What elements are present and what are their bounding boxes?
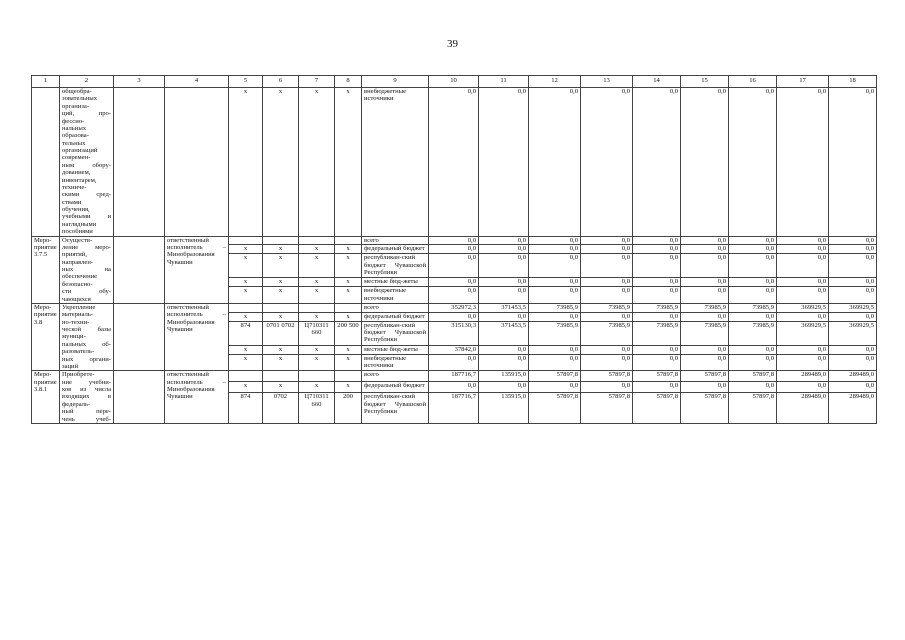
cell-amount: 57897,8 — [633, 393, 681, 424]
cell-measure-name — [60, 371, 114, 424]
cell-amount: 369929,5 — [829, 303, 877, 312]
cell-amount: 73985,9 — [681, 321, 729, 345]
table-row — [32, 371, 877, 382]
cell-grbs: x — [229, 88, 263, 237]
cell-funding-source: всего — [362, 236, 429, 245]
cell-amount: 0,0 — [479, 312, 529, 321]
text-line: ных органи- — [62, 355, 111, 363]
cell-amount: 0,0 — [681, 312, 729, 321]
text-line: современ- — [62, 154, 91, 162]
cell-target-article: x — [299, 354, 335, 371]
cell-grbs: x — [229, 245, 263, 254]
cell-amount: 289489,0 — [829, 393, 877, 424]
header-cell: 2 — [60, 76, 114, 88]
text-line: общеобра- — [62, 88, 92, 95]
cell-expense-type: x — [335, 354, 362, 371]
header-cell: 4 — [165, 76, 229, 88]
cell-amount: 315130,3 — [429, 321, 479, 345]
cell-amount: 0,0 — [479, 254, 529, 278]
cell-amount: 187716,7 — [429, 393, 479, 424]
cell-amount: 135915,0 — [479, 371, 529, 382]
cell-amount: 289489,0 — [777, 393, 829, 424]
cell-amount: 0,0 — [681, 287, 729, 304]
cell-amount: 0,0 — [829, 287, 877, 304]
text-line: тельных — [62, 139, 86, 147]
cell-amount: 0,0 — [777, 382, 829, 393]
cell-section: x — [263, 312, 299, 321]
cell-amount: 0,0 — [633, 382, 681, 393]
header-cell: 14 — [633, 76, 681, 88]
cell-target-article: Ц710311 660 — [299, 393, 335, 424]
text-line: материаль- — [62, 311, 93, 319]
cell-amount: 37842,0 — [429, 345, 479, 354]
cell-amount: 289489,0 — [777, 371, 829, 382]
text-line: образова- — [62, 132, 89, 140]
cell-grbs: x — [229, 354, 263, 371]
cell-expense-type: x — [335, 312, 362, 321]
cell-amount: 73985,9 — [633, 303, 681, 312]
cell-code: Меро-приятие 3.8.1 — [32, 371, 60, 424]
cell-amount: 0,0 — [581, 88, 633, 237]
cell-section: x — [263, 278, 299, 287]
header-cell: 13 — [581, 76, 633, 88]
cell-amount: 0,0 — [429, 245, 479, 254]
header-cell: 18 — [829, 76, 877, 88]
table-row — [32, 303, 877, 312]
cell-amount: 0,0 — [429, 278, 479, 287]
cell-section: x — [263, 345, 299, 354]
header-cell: 1 — [32, 76, 60, 88]
text-line: обучения, — [62, 206, 90, 213]
cell-target-article — [299, 236, 335, 245]
cell-amount: 0,0 — [581, 245, 633, 254]
cell-section: 0702 — [263, 393, 299, 424]
header-cell: 9 — [362, 76, 429, 88]
cell-grbs: 874 — [229, 393, 263, 424]
cell-amount: 73985,9 — [729, 321, 777, 345]
cell-amount: 0,0 — [681, 278, 729, 287]
cell-amount: 73985,9 — [529, 303, 581, 312]
cell-amount: 0,0 — [529, 354, 581, 371]
cell-grbs: 874 — [229, 321, 263, 345]
cell-amount: 0,0 — [829, 382, 877, 393]
text-line: Приобрете- — [62, 371, 95, 379]
cell-amount: 0,0 — [479, 354, 529, 371]
cell-amount: 0,0 — [633, 345, 681, 354]
cell-funding-source: федеральный бюджет — [362, 245, 429, 254]
text-line: муници- — [62, 333, 86, 341]
cell-expense-type: x — [335, 382, 362, 393]
cell-amount: 0,0 — [681, 382, 729, 393]
cell-amount: 73985,9 — [633, 321, 681, 345]
cell-section: x — [263, 287, 299, 304]
cell-target-article: x — [299, 382, 335, 393]
cell-section: x — [263, 245, 299, 254]
cell-amount: 57897,8 — [729, 393, 777, 424]
table-row — [32, 236, 877, 245]
cell-amount: 0,0 — [829, 245, 877, 254]
header-cell: 10 — [429, 76, 479, 88]
cell-section: x — [263, 254, 299, 278]
text-line: ных на — [62, 266, 111, 273]
cell-target-article — [299, 371, 335, 382]
cell-amount: 57897,8 — [581, 393, 633, 424]
header-cell: 8 — [335, 76, 362, 88]
text-line: заций — [62, 362, 79, 370]
cell-grbs: x — [229, 345, 263, 354]
cell-amount: 369929,5 — [777, 303, 829, 312]
text-line: пальных об- — [62, 340, 111, 348]
cell-amount: 0,0 — [529, 312, 581, 321]
cell-funding-source: республикан-ский бюджет Чувашской Республики — [362, 254, 429, 278]
cell-executor: ответственный исполнитель – Минобразования Чувашии — [165, 236, 229, 303]
cell-amount: 0,0 — [777, 236, 829, 245]
text-line: федераль- — [62, 400, 91, 408]
cell-amount: 0,0 — [581, 354, 633, 371]
cell-grbs: x — [229, 254, 263, 278]
cell-target-article: x — [299, 312, 335, 321]
header-cell: 11 — [479, 76, 529, 88]
cell-amount: 57897,8 — [633, 371, 681, 382]
cell-code: Меро-приятие 3.7.5 — [32, 236, 60, 303]
cell-amount: 57897,8 — [681, 371, 729, 382]
cell-amount: 0,0 — [429, 312, 479, 321]
cell-measure-name — [60, 88, 114, 237]
budget-table — [31, 75, 877, 424]
cell-amount: 0,0 — [729, 312, 777, 321]
cell-amount: 0,0 — [829, 236, 877, 245]
text-line: чень учеб- — [62, 415, 111, 423]
cell-funding-source: внебюджетные источники — [362, 88, 429, 237]
text-line: ческой базы — [62, 326, 111, 333]
cell-expense-type — [335, 303, 362, 312]
cell-executor: ответственный исполнитель – Минобразования Чувашии — [165, 303, 229, 370]
cell-amount: 369929,5 — [777, 321, 829, 345]
cell-amount: 371453,5 — [479, 321, 529, 345]
text-line: ние учебни- — [62, 378, 111, 386]
cell-amount: 0,0 — [581, 278, 633, 287]
header-cell: 6 — [263, 76, 299, 88]
text-line: приятий, — [62, 251, 87, 259]
text-line: инвентарем, — [62, 176, 97, 184]
cell-target-article: x — [299, 278, 335, 287]
text-line: скими сред- — [62, 191, 111, 199]
text-line: дованием, — [62, 169, 91, 177]
header-cell: 3 — [114, 76, 165, 88]
cell-indicator — [114, 303, 165, 370]
cell-amount: 0,0 — [633, 278, 681, 287]
cell-amount: 0,0 — [479, 382, 529, 393]
text-line: сти обу- — [62, 288, 111, 296]
cell-amount: 0,0 — [777, 312, 829, 321]
cell-amount: 0,0 — [729, 354, 777, 371]
text-line: организаций — [62, 147, 98, 154]
cell-funding-source: федеральный бюджет — [362, 382, 429, 393]
header-cell: 15 — [681, 76, 729, 88]
text-line: фессио- — [62, 117, 85, 125]
cell-expense-type: x — [335, 254, 362, 278]
cell-section — [263, 303, 299, 312]
cell-amount: 0,0 — [479, 245, 529, 254]
header-cell: 5 — [229, 76, 263, 88]
cell-amount: 0,0 — [581, 345, 633, 354]
cell-grbs: x — [229, 312, 263, 321]
cell-funding-source: всего — [362, 371, 429, 382]
cell-expense-type — [335, 236, 362, 245]
cell-amount: 57897,8 — [581, 371, 633, 382]
cell-amount: 0,0 — [681, 245, 729, 254]
cell-amount: 0,0 — [829, 354, 877, 371]
cell-amount: 0,0 — [479, 88, 529, 237]
cell-expense-type: x — [335, 88, 362, 237]
cell-expense-type: 200 500 — [335, 321, 362, 345]
cell-amount: 0,0 — [777, 345, 829, 354]
cell-funding-source: всего — [362, 303, 429, 312]
cell-amount: 0,0 — [729, 278, 777, 287]
cell-amount: 135915,0 — [479, 393, 529, 424]
text-line: ный пере- — [62, 408, 111, 416]
text-line: ление меро- — [62, 243, 111, 251]
cell-funding-source: местные бюд-жеты — [362, 345, 429, 354]
cell-target-article: x — [299, 88, 335, 237]
cell-amount: 0,0 — [633, 245, 681, 254]
cell-section: 0701 0702 — [263, 321, 299, 345]
cell-amount: 0,0 — [829, 312, 877, 321]
table-row — [32, 88, 877, 237]
cell-grbs — [229, 371, 263, 382]
cell-amount: 0,0 — [429, 354, 479, 371]
text-line: ствами — [62, 198, 82, 206]
cell-code: Меро-приятие 3.8 — [32, 303, 60, 370]
cell-amount: 0,0 — [729, 245, 777, 254]
cell-amount: 0,0 — [429, 254, 479, 278]
cell-amount: 0,0 — [729, 236, 777, 245]
cell-amount: 57897,8 — [681, 393, 729, 424]
cell-executor — [165, 88, 229, 237]
cell-amount: 57897,8 — [529, 371, 581, 382]
cell-amount: 0,0 — [529, 345, 581, 354]
text-line: учебными и — [62, 213, 111, 221]
cell-amount: 57897,8 — [729, 371, 777, 382]
text-line: организа- — [62, 102, 90, 110]
cell-expense-type: x — [335, 345, 362, 354]
cell-funding-source: федеральный бюджет — [362, 312, 429, 321]
cell-amount: 0,0 — [777, 354, 829, 371]
cell-funding-source: внебюджетные источники — [362, 287, 429, 304]
cell-amount: 352972,3 — [429, 303, 479, 312]
cell-amount: 371453,5 — [479, 303, 529, 312]
cell-amount: 0,0 — [729, 382, 777, 393]
cell-amount: 0,0 — [633, 312, 681, 321]
cell-target-article — [299, 303, 335, 312]
cell-expense-type — [335, 371, 362, 382]
cell-amount: 0,0 — [429, 287, 479, 304]
cell-amount: 0,0 — [777, 88, 829, 237]
cell-amount: 73985,9 — [729, 303, 777, 312]
cell-expense-type: x — [335, 287, 362, 304]
cell-amount: 0,0 — [681, 236, 729, 245]
cell-target-article: x — [299, 254, 335, 278]
cell-grbs: x — [229, 287, 263, 304]
text-line: обеспечение — [62, 273, 98, 281]
cell-amount: 0,0 — [479, 345, 529, 354]
cell-indicator — [114, 88, 165, 237]
cell-amount: 0,0 — [581, 287, 633, 304]
cell-amount: 0,0 — [529, 382, 581, 393]
text-line: направлен- — [62, 258, 94, 266]
cell-amount: 187716,7 — [429, 371, 479, 382]
text-line: разователь- — [62, 348, 95, 356]
cell-executor: ответственный исполнитель – Минобразования Чувашии — [165, 371, 229, 424]
cell-amount: 73985,9 — [681, 303, 729, 312]
cell-measure-name — [60, 303, 114, 370]
cell-indicator — [114, 371, 165, 424]
text-line: Укрепление — [62, 303, 96, 311]
cell-amount: 0,0 — [429, 88, 479, 237]
cell-grbs: x — [229, 278, 263, 287]
cell-amount: 0,0 — [777, 287, 829, 304]
cell-amount: 0,0 — [777, 245, 829, 254]
cell-code — [32, 88, 60, 237]
text-line: но-техни- — [62, 318, 90, 326]
cell-amount: 0,0 — [729, 254, 777, 278]
text-line: нальных — [62, 124, 87, 132]
text-line: ков из числа — [62, 386, 111, 393]
cell-amount: 0,0 — [633, 236, 681, 245]
cell-funding-source: местные бюд-жеты — [362, 278, 429, 287]
cell-amount: 0,0 — [479, 287, 529, 304]
header-cell: 17 — [777, 76, 829, 88]
cell-section: x — [263, 354, 299, 371]
text-line: Осуществ- — [62, 236, 93, 244]
cell-grbs — [229, 303, 263, 312]
cell-amount: 0,0 — [479, 236, 529, 245]
text-line: зовательных — [62, 95, 98, 103]
cell-amount: 0,0 — [681, 88, 729, 237]
cell-amount: 0,0 — [529, 236, 581, 245]
cell-section — [263, 371, 299, 382]
cell-amount: 0,0 — [529, 245, 581, 254]
cell-amount: 0,0 — [729, 88, 777, 237]
cell-amount: 0,0 — [777, 278, 829, 287]
cell-amount: 0,0 — [829, 278, 877, 287]
cell-funding-source: внебюджетные источники — [362, 354, 429, 371]
cell-expense-type: 200 — [335, 393, 362, 424]
cell-amount: 0,0 — [529, 278, 581, 287]
cell-expense-type: x — [335, 245, 362, 254]
text-line: ций, про- — [62, 110, 111, 118]
cell-section: x — [263, 88, 299, 237]
cell-amount: 0,0 — [829, 88, 877, 237]
cell-amount: 0,0 — [529, 287, 581, 304]
cell-amount: 0,0 — [581, 254, 633, 278]
cell-amount: 0,0 — [429, 382, 479, 393]
cell-amount: 0,0 — [633, 254, 681, 278]
page-number: 39 — [447, 38, 458, 50]
cell-amount: 0,0 — [479, 278, 529, 287]
cell-grbs — [229, 236, 263, 245]
cell-target-article: Ц710311 660 — [299, 321, 335, 345]
text-line: техниче- — [62, 183, 87, 191]
text-line: пособиями — [62, 228, 93, 236]
cell-amount: 0,0 — [633, 354, 681, 371]
text-line: ным обору- — [62, 161, 111, 169]
header-cell: 7 — [299, 76, 335, 88]
cell-amount: 369929,5 — [829, 321, 877, 345]
cell-amount: 0,0 — [581, 236, 633, 245]
cell-amount: 0,0 — [529, 254, 581, 278]
cell-amount: 0,0 — [429, 236, 479, 245]
header-cell: 16 — [729, 76, 777, 88]
cell-amount: 73985,9 — [581, 303, 633, 312]
cell-grbs: x — [229, 382, 263, 393]
cell-measure-name — [60, 236, 114, 303]
cell-amount: 0,0 — [829, 254, 877, 278]
cell-amount: 0,0 — [633, 287, 681, 304]
cell-amount: 0,0 — [729, 345, 777, 354]
cell-section: x — [263, 382, 299, 393]
cell-amount: 0,0 — [681, 345, 729, 354]
cell-amount: 0,0 — [581, 382, 633, 393]
cell-amount: 73985,9 — [581, 321, 633, 345]
cell-target-article: x — [299, 287, 335, 304]
cell-amount: 0,0 — [681, 254, 729, 278]
cell-amount: 0,0 — [729, 287, 777, 304]
cell-funding-source: республикан-ский бюджет Чувашской Республики — [362, 321, 429, 345]
cell-amount: 0,0 — [633, 88, 681, 237]
cell-section — [263, 236, 299, 245]
header-row — [32, 76, 877, 88]
text-line: безопасно- — [62, 280, 93, 288]
text-line: входящих в — [62, 393, 111, 401]
cell-amount: 73985,9 — [529, 321, 581, 345]
cell-amount: 289489,0 — [829, 371, 877, 382]
cell-indicator — [114, 236, 165, 303]
text-line: наглядными — [62, 220, 97, 228]
cell-expense-type: x — [335, 278, 362, 287]
text-line: чающихся — [62, 295, 91, 303]
header-cell: 12 — [529, 76, 581, 88]
cell-target-article: x — [299, 345, 335, 354]
cell-amount: 0,0 — [529, 88, 581, 237]
cell-amount: 0,0 — [681, 354, 729, 371]
cell-amount: 0,0 — [829, 345, 877, 354]
cell-amount: 0,0 — [581, 312, 633, 321]
cell-amount: 0,0 — [777, 254, 829, 278]
cell-funding-source: республикан-ский бюджет Чувашской Республики — [362, 393, 429, 424]
cell-amount: 57897,8 — [529, 393, 581, 424]
cell-target-article: x — [299, 245, 335, 254]
